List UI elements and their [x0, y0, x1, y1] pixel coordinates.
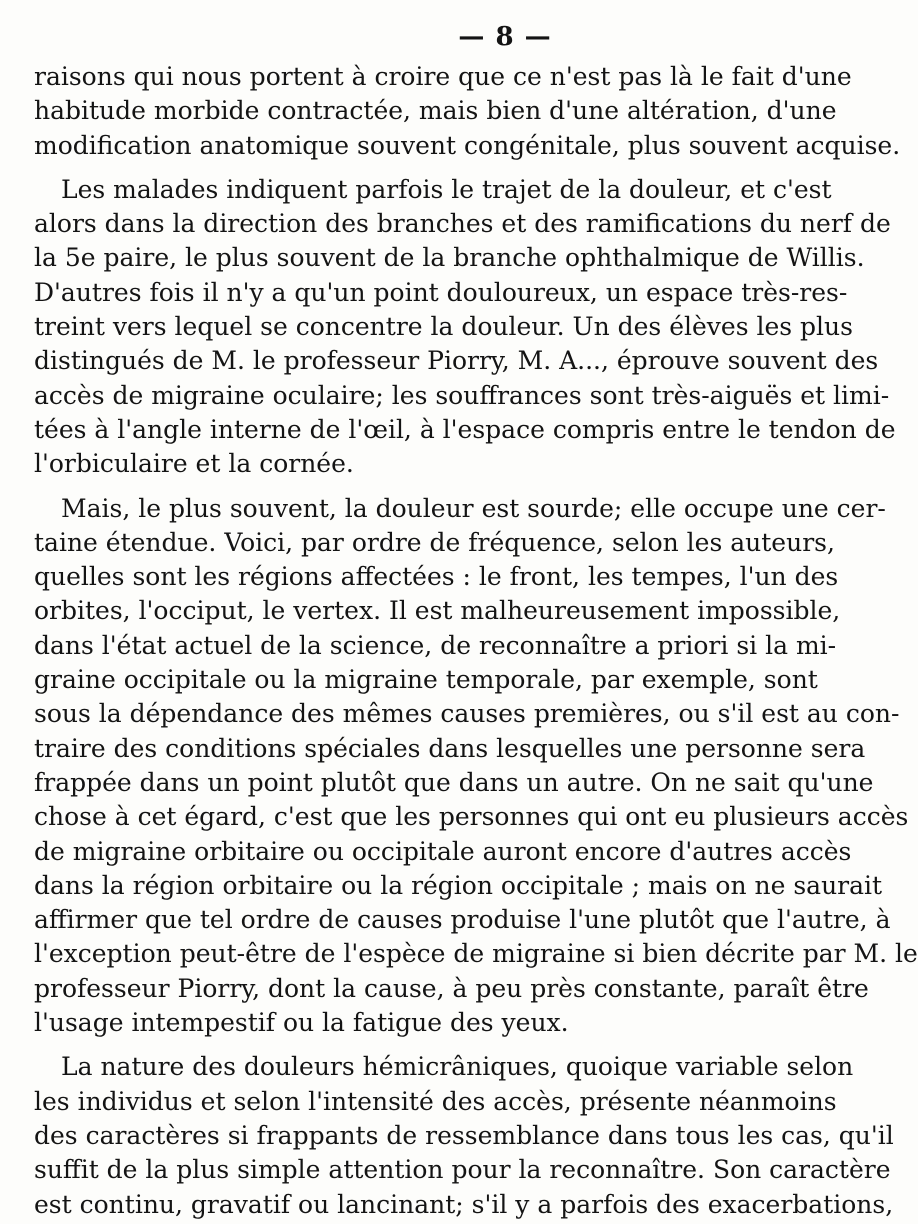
text-line: l'exception peut-être de l'espèce de migraine si bien décrite par M. le: [34, 939, 918, 969]
text-line: suffit de la plus simple attention pour la reconnaître. Son caractère: [34, 1155, 891, 1185]
paragraph: [34, 1050, 894, 1221]
text-line: D'autres fois il n'y a qu'un point douloureux, un espace très-res-: [34, 277, 848, 307]
text-line: taine étendue. Voici, par ordre de fréquence, selon les auteurs,: [34, 527, 835, 557]
body-text: [34, 60, 918, 1222]
text-line: professeur Piorry, dont la cause, à peu près constante, paraît être: [34, 973, 869, 1003]
paragraph: [34, 60, 901, 163]
text-line: est continu, gravatif ou lancinant; s'il y a parfois des exacerbations,: [34, 1189, 894, 1219]
text-line: l'orbiculaire et la cornée.: [34, 449, 354, 479]
paragraph: [34, 492, 918, 1041]
text-line: Les malades indiquent parfois le trajet de la douleur, et c'est: [61, 174, 832, 204]
paragraph: [34, 173, 896, 482]
text-line: alors dans la direction des branches et des ramifications du nerf de: [34, 209, 891, 239]
text-line: dans la région orbitaire ou la région occipitale ; mais on ne saurait: [34, 870, 883, 900]
text-line: habitude morbide contractée, mais bien d'une altération, d'une: [34, 96, 837, 126]
text-line: les individus et selon l'intensité des accès, présente néanmoins: [34, 1086, 837, 1116]
page-number: — 8 —: [458, 22, 552, 52]
text-line: Mais, le plus souvent, la douleur est sourde; elle occupe une cer-: [61, 493, 886, 523]
text-line: quelles sont les régions affectées : le front, les tempes, l'un des: [34, 562, 839, 592]
text-line: raisons qui nous portent à croire que ce n'est pas là le fait d'une: [34, 62, 852, 91]
text-line: La nature des douleurs hémicrâniques, quoique variable selon: [61, 1052, 854, 1082]
text-line: traire des conditions spéciales dans lesquelles une personne sera: [34, 733, 866, 763]
text-line: de migraine orbitaire ou occipitale auront encore d'autres accès: [34, 836, 852, 866]
text-line: distingués de M. le professeur Piorry, M. A..., éprouve souvent des: [34, 346, 879, 376]
text-line: sous la dépendance des mêmes causes premières, ou s'il est au con-: [34, 699, 900, 729]
text-line: modification anatomique souvent congénitale, plus souvent acquise.: [34, 130, 901, 160]
text-line: graine occipitale ou la migraine temporale, par exemple, sont: [34, 665, 818, 695]
text-line: accès de migraine oculaire; les souffrances sont très-aiguës et limi-: [34, 380, 890, 410]
text-line: chose à cet égard, c'est que les personnes qui ont eu plusieurs accès: [34, 802, 909, 832]
text-line: dans l'état actuel de la science, de reconnaître a priori si la mi-: [34, 630, 837, 660]
text-line: la 5e paire, le plus souvent de la branche ophthalmique de Willis.: [34, 243, 865, 273]
text-line: des caractères si frappants de ressemblance dans tous les cas, qu'il: [34, 1120, 894, 1150]
text-line: affirmer que tel ordre de causes produise l'une plutôt que l'autre, à: [34, 905, 891, 935]
text-line: treint vers lequel se concentre la douleur. Un des élèves les plus: [34, 312, 853, 342]
text-line: l'usage intempestif ou la fatigue des yeux.: [34, 1008, 569, 1038]
text-line: frappée dans un point plutôt que dans un autre. On ne sait qu'une: [34, 767, 874, 797]
text-line: orbites, l'occiput, le vertex. Il est malheureusement impossible,: [34, 596, 841, 626]
text-line: tées à l'angle interne de l'œil, à l'espace compris entre le tendon de: [34, 414, 896, 444]
